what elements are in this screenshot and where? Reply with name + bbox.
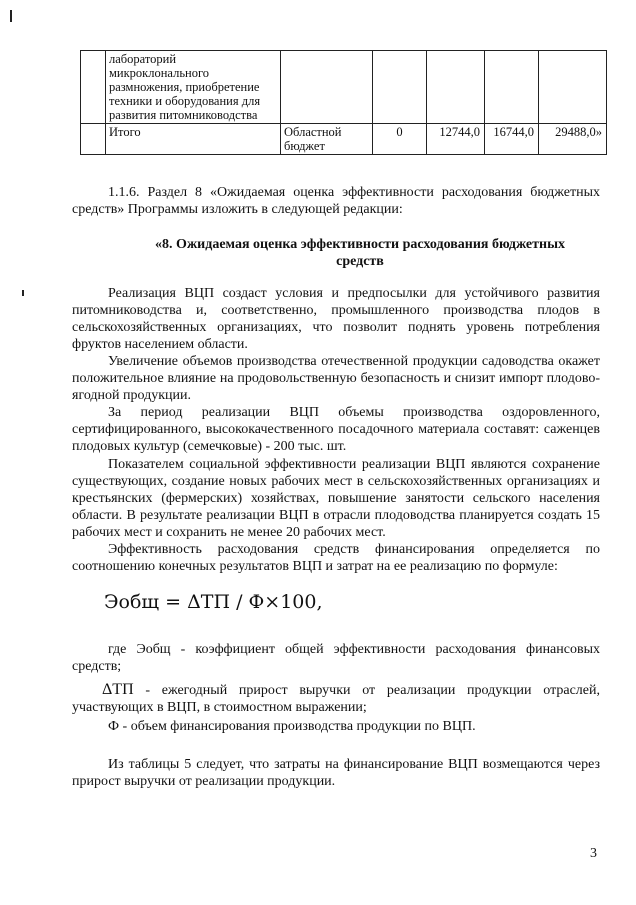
table-cell-value: 29488,0» <box>539 124 607 155</box>
table-cell-description: лабораторий микроклонального размножения, приобретение техники и оборудования для развития питомниководства <box>106 51 281 124</box>
table-cell-value: 12744,0 <box>427 124 485 155</box>
paragraph: Эффективность расходования средств финансирования определяется по соотношению конечных результатов ВЦП и затрат на ее реализацию по формуле: <box>72 542 600 574</box>
table-cell-value: 0 <box>373 124 427 155</box>
table-cell <box>81 51 106 124</box>
section-heading: «8. Ожидаемая оценка эффективности расходования бюджетных средств <box>154 237 566 269</box>
paragraph: Ф - объем финансирования производства продукции по ВЦП. <box>108 719 476 734</box>
intro-paragraph: 1.1.6. Раздел 8 «Ожидаемая оценка эффективности расходования бюджетных средств» Программы изложить в следующей редакции: <box>72 185 600 217</box>
paragraph: Реализация ВЦП создаст условия и предпосылки для устойчивого развития питомниководства и, соответственно, промышленного производства плодов в сельскохозяйственных организациях, что позволит поднять уровень потребления фруктов населением области. <box>72 286 600 352</box>
table-cell <box>281 51 373 124</box>
table-cell <box>427 51 485 124</box>
paragraph <box>72 681 600 716</box>
scan-mark-middle <box>22 290 24 296</box>
formula: Эобщ = ΔТП / Ф×100, <box>104 591 323 613</box>
scan-mark-top <box>10 10 12 22</box>
paragraph: Показателем социальной эффективности реализации ВЦП являются сохранение существующих, создание новых рабочих мест в сельскохозяйственных организациях и крестьянских (фермерских) хозяйствах, повышение занятости сельского населения области. В результате реализации ВЦП в отрасли плодоводства планируется создать 15 рабочих мест и сохранить не менее 20 рабочих мест. <box>72 457 600 540</box>
table-cell <box>539 51 607 124</box>
table-cell <box>81 124 106 155</box>
paragraph: Из таблицы 5 следует, что затраты на финансирование ВЦП возмещаются через прирост выручки от реализации продукции. <box>72 757 600 789</box>
table-cell-value: 16744,0 <box>485 124 539 155</box>
table-cell-total-label: Итого <box>106 124 281 155</box>
delta-symbol: ΔТП <box>102 681 134 698</box>
table-cell-source: Областной бюджет <box>281 124 373 155</box>
paragraph: Увеличение объемов производства отечественной продукции садоводства окажет положительное влияние на продовольственную безопасность и снизит импорт плодово-ягодной продукции. <box>72 354 600 403</box>
table-cell <box>373 51 427 124</box>
budget-table <box>80 50 607 155</box>
page-number: 3 <box>590 846 597 861</box>
paragraph-text: - ежегодный прирост выручки от реализации продукции отраслей, участвующих в ВЦП, в стоимостном выражении; <box>72 683 600 715</box>
paragraph: За период реализации ВЦП объемы производства оздоровленного, сертифицированного, высококачественного посадочного материала составят: саженцев плодовых культур (семечковые) - 200 тыс. шт. <box>72 405 600 454</box>
paragraph: где Эобщ - коэффициент общей эффективности расходования финансовых средств; <box>72 642 600 674</box>
table-row <box>81 51 607 124</box>
table-row-total <box>81 124 607 155</box>
table-cell <box>485 51 539 124</box>
